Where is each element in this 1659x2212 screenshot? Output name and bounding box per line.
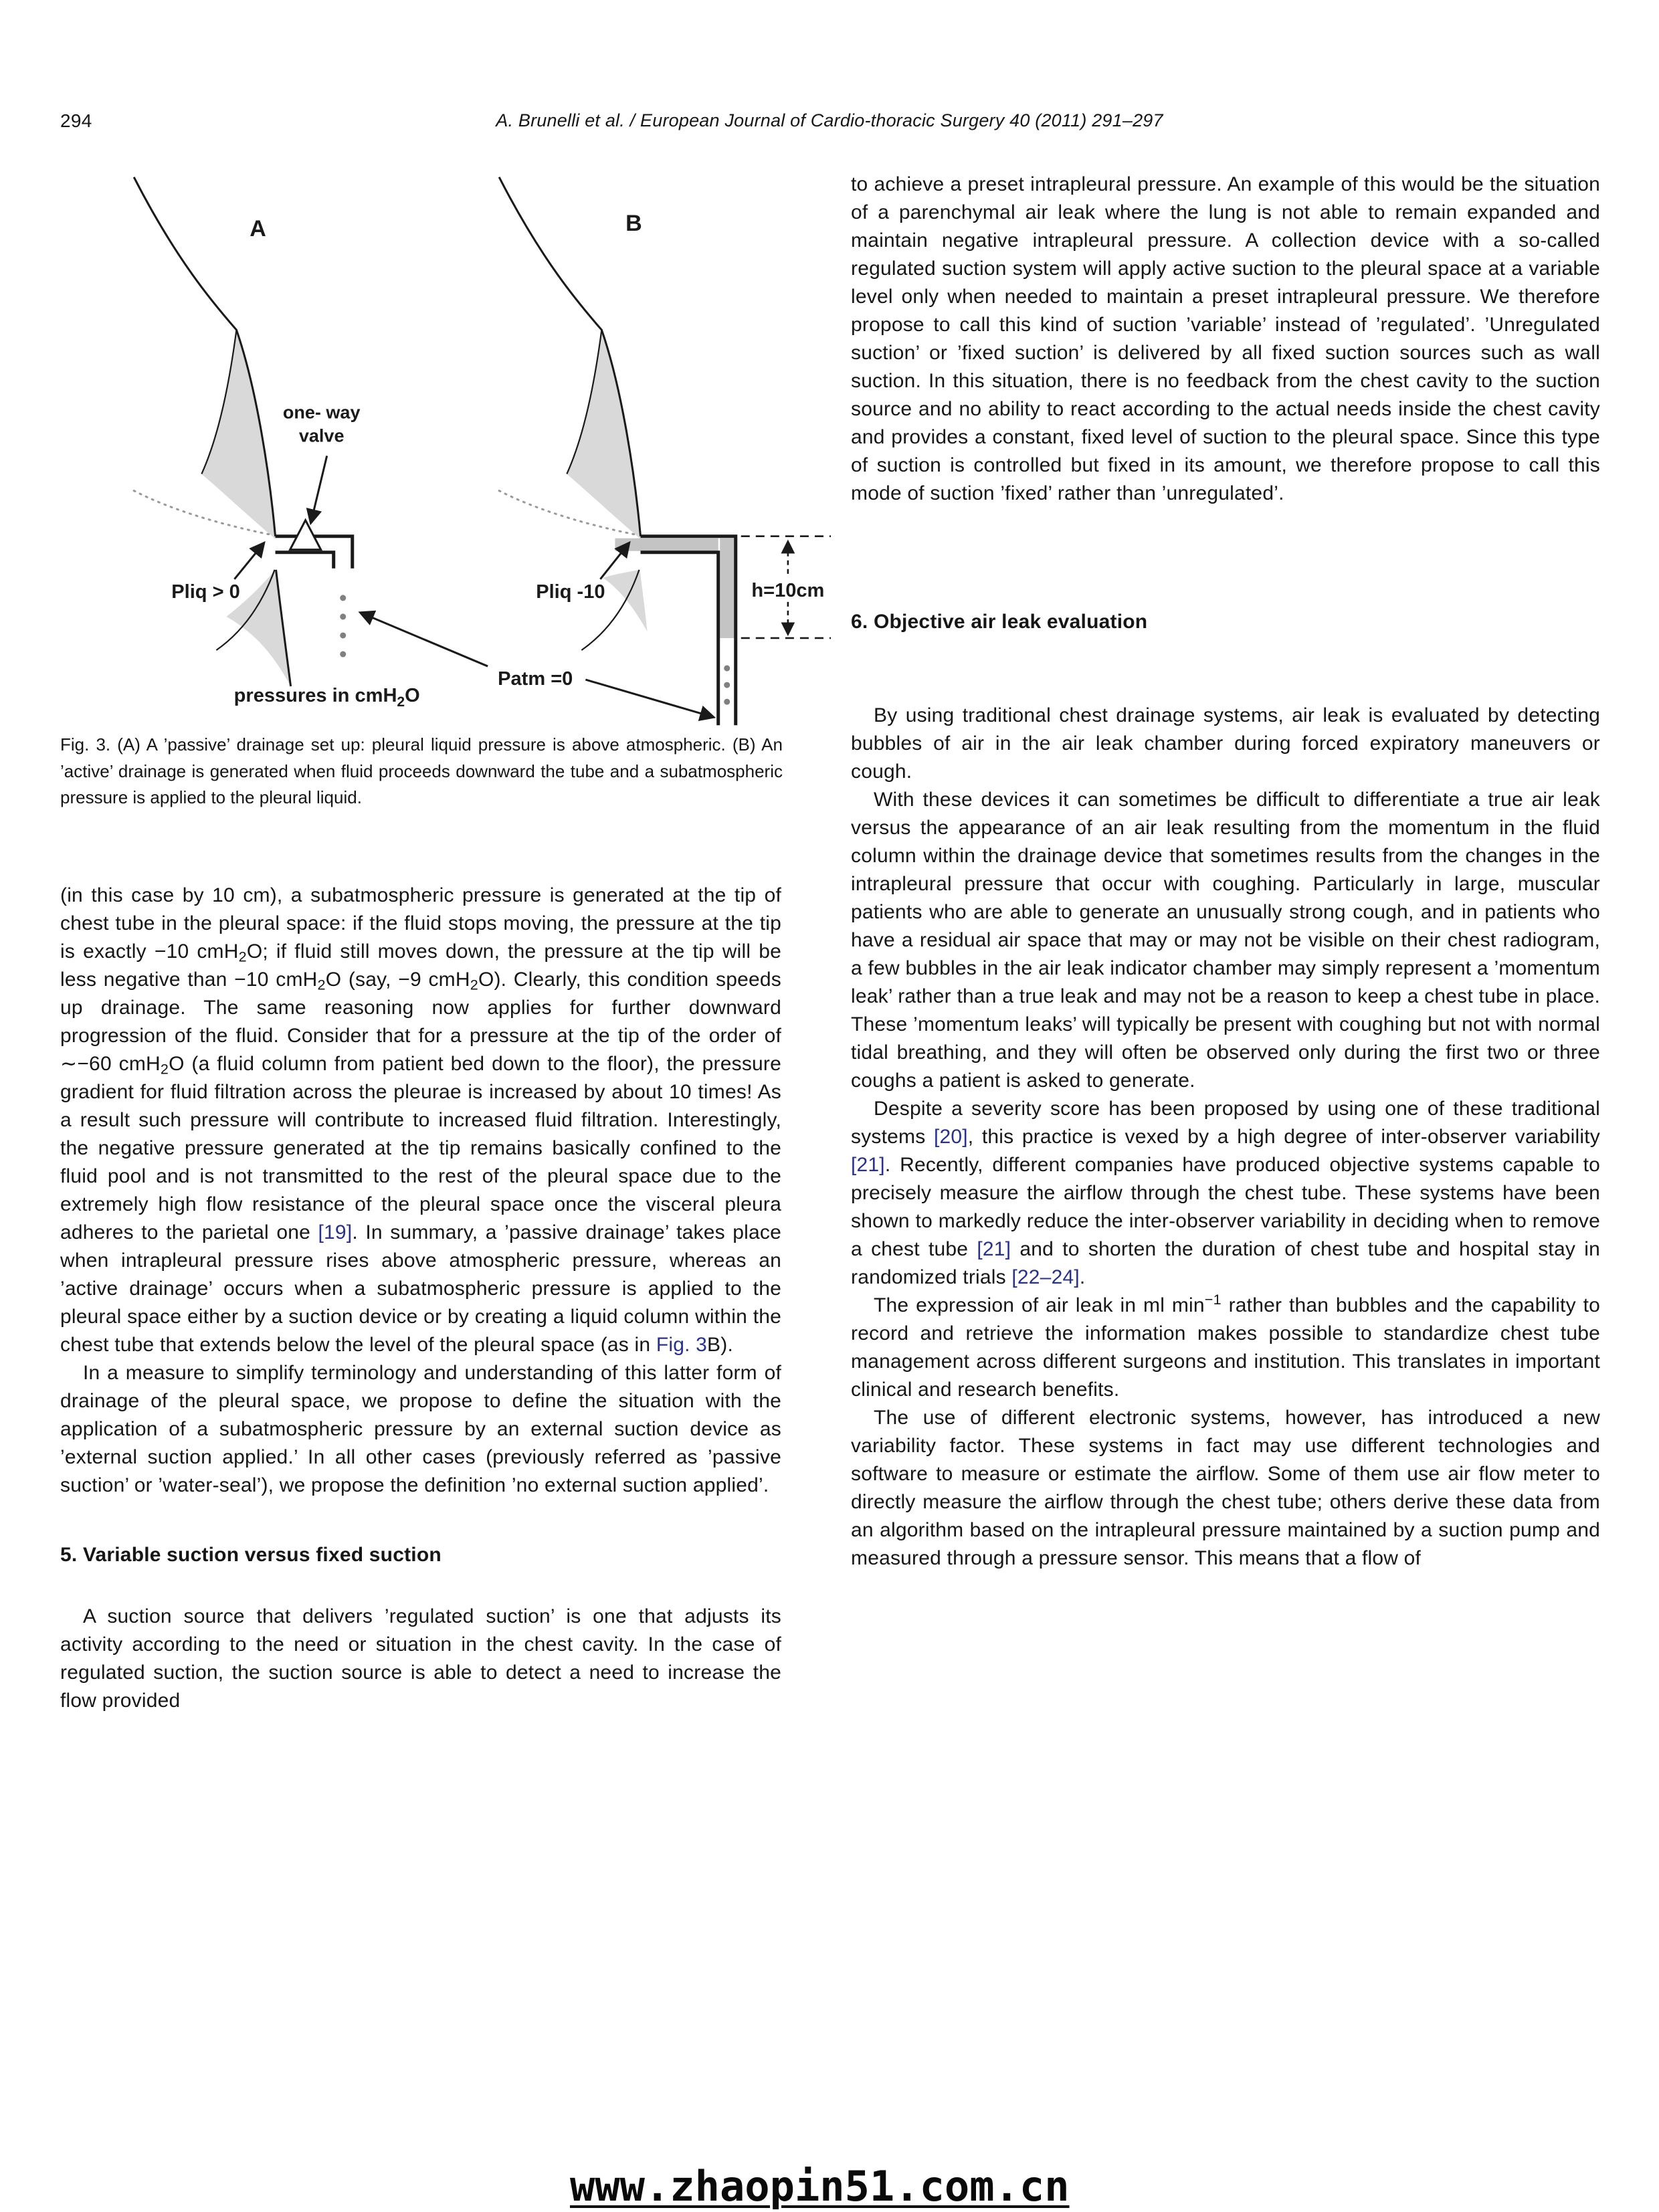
section-heading: 5. Variable suction versus fixed suction	[60, 1544, 442, 1566]
paragraph: The use of different electronic systems, however, has introduced a new variability factor. These systems in fact may use different technologies and software to measure or estimate the airflow. Some of them use air flow meter to directly measure the airflow through the chest tube; others derive these data from an algorithm based on the intrapleural pressure maintained by a suction pump and measured through a pressure sensor. This means that a flow of	[851, 1407, 1600, 1569]
valve-label-line2: valve	[298, 425, 345, 446]
paragraph: In a measure to simplify terminology and understanding of this latter form of drainage of the pleural space, we propose to define the situation with the application of a subatmospheric pressure by an external suction device as ’external suction applied.’ In all other cases (previously referred as ’passive suction’ or ’water-seal’), we propose the definition ’no external suction applied’.	[60, 1362, 781, 1496]
citation-ref[interactable]: [21]	[977, 1238, 1011, 1260]
citation-ref[interactable]: [19]	[318, 1221, 353, 1243]
paragraph: to achieve a preset intrapleural pressure. An example of this would be the situation of a parenchymal air leak where the lung is not able to remain expanded and maintain negative intrapleural pressure. A collection device with a so-called regulated suction system will apply active suction to the pleural space at a variable level only when needed to maintain a preset intrapleural pressure. We therefore propose to call this kind of suction ’variable’ instead of ’regulated’. ’Unregulated suction’ or ’fixed suction’ is delivered by all fixed suction sources such as wall suction. In this situation, there is no feedback from the chest cavity to the suction source and no ability to react according to the actual needs inside the chest cavity and provides a constant, fixed level of suction to the pleural space. Since this type of suction is controlled but fixed in its amount, we therefore propose to call this mode of suction ’fixed’ rather than ’unregulated’.	[851, 173, 1600, 504]
citation-ref[interactable]: [22–24]	[1011, 1266, 1080, 1288]
figure-caption: Fig. 3. (A) A ’passive’ drainage set up: pleural liquid pressure is above atmospheric. (B) An ’active’ drainage is generated when fluid proceeds downward the tube and a subatmospheric pressure is applied to the pleural liquid.	[60, 734, 783, 807]
running-head: A. Brunelli et al. / European Journal of Cardio-thoracic Surgery 40 (2011) 291–297	[496, 110, 1163, 130]
valve-arrow	[311, 456, 327, 523]
left-column	[60, 882, 781, 1715]
citation-ref[interactable]: Fig. 3	[656, 1334, 708, 1356]
units-label	[234, 685, 420, 710]
pliq-b-label: Pliq -10	[536, 581, 605, 603]
paragraph: By using traditional chest drainage systems, air leak is evaluated by detecting bubbles of air in the air leak chamber during forced expiratory maneuvers or cough.	[851, 704, 1600, 783]
patm-arrow-right	[585, 680, 713, 717]
units-label-end: O	[405, 685, 420, 707]
section-heading: 6. Objective air leak evaluation	[851, 611, 1148, 633]
citation-ref[interactable]: [21]	[851, 1154, 885, 1176]
chest-tube-a-bottom-wall	[276, 552, 334, 569]
paragraph: (in this case by 10 cm), a subatmospheric pressure is generated at the tip of chest tube in the pleural space: if the fluid stops moving, the pressure at the tip is exactly −10 cmH$_2$O; if fluid still moves down, the pressure at the tip will be less negative than −10 cmH$_2$O (say, −9 cmH$_2$O). Clearly, this condition speeds up drainage. The same reasoning now applies for further downward progression of the fluid. Consider that for a pressure at the tip of the order of ∼−60 cmH$_2$O (a fluid column from patient bed down to the floor), the pressure gradient for fluid filtration across the pleurae is increased by about 10 times! As a result such pressure will contribute to increased fluid filtration. Interestingly, the negative pressure generated at the tip remains basically confined to the fluid pool and is not transmitted to the rest of the pleural space due to the extremely high flow resistance of the pleural space once the visceral pleura adheres to the parietal one [19]. In summary, a ’passive drainage’ takes place when intrapleural pressure rises above atmospheric pressure, whereas an ’active drainage’ occurs when a subatmospheric pressure is applied to the pleural space either by a suction device or by creating a liquid column within the chest tube that extends below the level of the pleural space (as in Fig. 3B).	[60, 884, 782, 1356]
watermark-url: www.zhaopin51.com.cn	[570, 2162, 1070, 2211]
pliq-a-label: Pliq > 0	[171, 581, 240, 603]
air-dots-in-tube-b	[724, 666, 730, 705]
tube-fluid-vertical	[720, 538, 735, 638]
paragraph: With these devices it can sometimes be difficult to differentiate a true air leak versus the appearance of an air leak resulting from the momentum in the fluid column within the drainage device that sometimes results from the changes in the intrapleural pressure that occur with coughing. Particularly in large, muscular patients who are able to generate an unusually strong cough, and in patients who have a residual air space that may or may not be visible on their chest radiogram, a few bubbles in the air leak indicator chamber may simply represent a ’momentum leak’ rather than a true leak and may not be a reason to keep a chest tube in place. These ’momentum leaks’ will typically be present with coughing but not with normal tidal breathing, and they will often be observed only during the first two or three coughs a patient is asked to generate.	[851, 789, 1600, 1092]
paragraph: The expression of air leak in ml $\min^{-1}$ rather than bubbles and the capability to record and retrieve the information makes possible to standardize chest tube management across different surgeons and institution. This translates in important clinical and research benefits.	[851, 1291, 1600, 1401]
right-column	[851, 171, 1600, 1573]
page-number: 294	[60, 110, 92, 131]
paragraph: Despite a severity score has been proposed by using one of these traditional systems [20], this practice is vexed by a high degree of inter-observer variability [21]. Recently, different companies have produced objective systems capable to precisely measure the airflow through the chest tube. These systems have been shown to markedly reduce the inter-observer variability in deciding when to remove a chest tube [21] and to shorten the duration of chest tube and hospital stay in randomized trials [22–24].	[851, 1098, 1600, 1288]
units-label-sub: 2	[397, 694, 405, 710]
height-label: h=10cm	[751, 579, 825, 601]
panel-a-label: A	[250, 215, 266, 241]
panel-b-label: B	[625, 210, 642, 236]
patm-label: Patm =0	[498, 668, 573, 690]
pliq-a-arrow	[234, 543, 264, 579]
figure-3-drawing	[59, 169, 836, 729]
paragraph: A suction source that delivers ’regulated suction’ is one that adjusts its activity according to the need or situation in the chest cavity. In the case of regulated suction, the suction source is able to detect a need to increase the flow provided	[60, 1605, 781, 1712]
pleural-fluid-a	[201, 330, 275, 539]
valve-label-line1: one- way	[282, 402, 361, 423]
patm-arrow-left	[361, 613, 488, 666]
air-outlet-dots-a	[340, 595, 346, 657]
units-label-main: pressures in cmH	[233, 685, 397, 707]
tube-fluid-horizontal	[615, 538, 718, 551]
citation-ref[interactable]: [20]	[933, 1126, 968, 1148]
figure-3	[59, 169, 836, 729]
pleural-fluid-b	[567, 330, 640, 539]
